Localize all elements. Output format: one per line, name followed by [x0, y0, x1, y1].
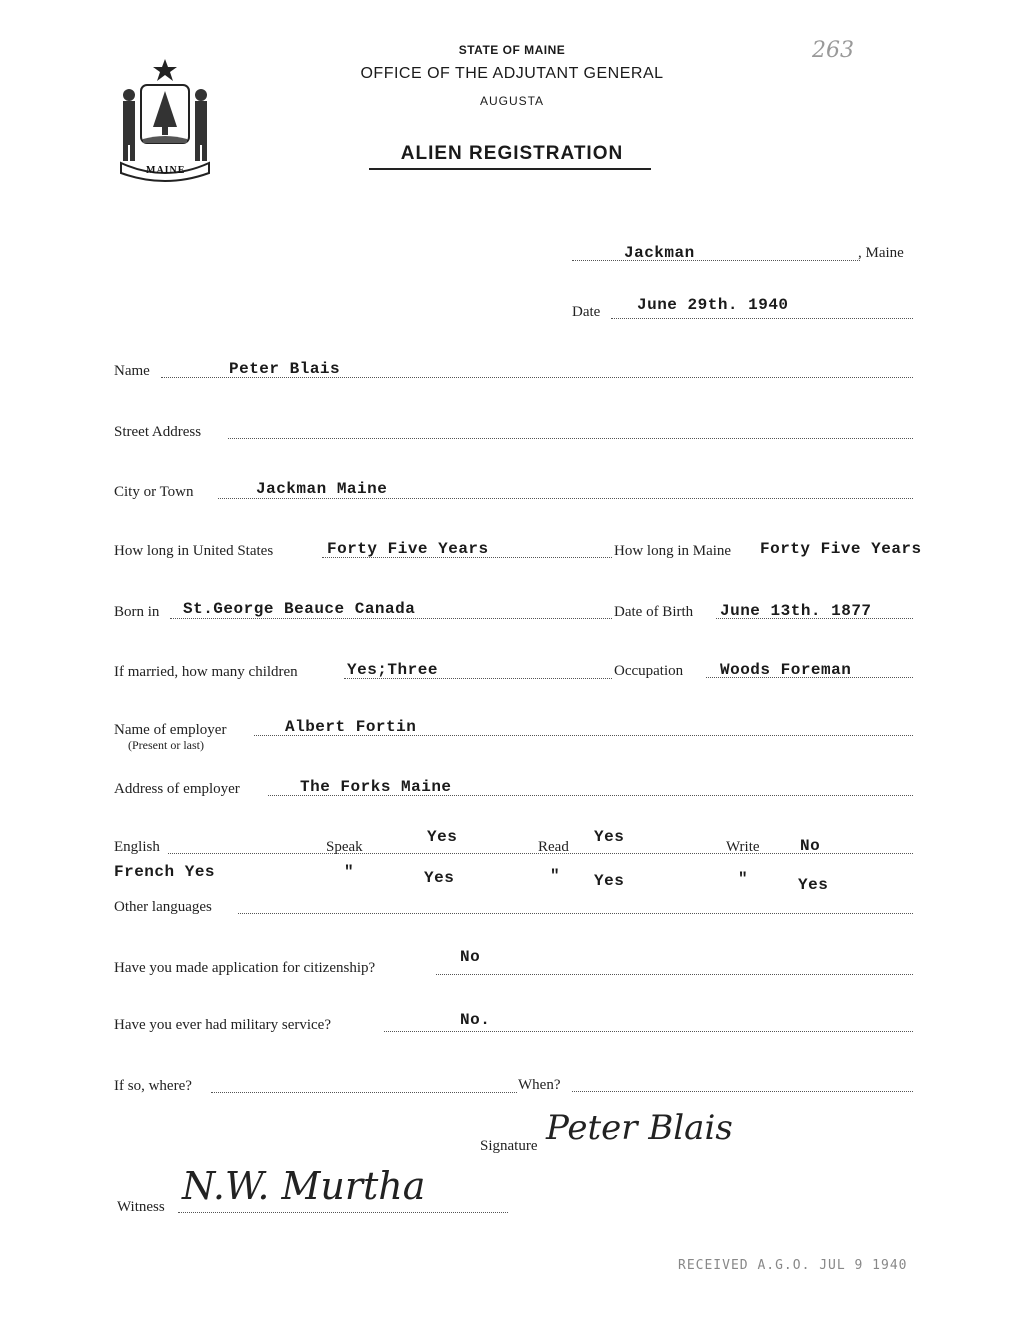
when-line	[572, 1091, 913, 1092]
where-line	[211, 1092, 517, 1093]
military-line	[384, 1031, 913, 1032]
date-label: Date	[572, 304, 601, 320]
born-in-label: Born in	[114, 604, 160, 620]
witness-line	[178, 1212, 508, 1213]
dob-value: June 13th. 1877	[720, 602, 872, 620]
employer-sublabel: (Present or last)	[128, 738, 204, 752]
name-label: Name	[114, 363, 150, 379]
when-label: When?	[518, 1077, 561, 1093]
employer-address-value: The Forks Maine	[300, 778, 452, 796]
city-line	[218, 498, 913, 499]
children-value: Yes;Three	[347, 661, 438, 679]
how-long-maine-value: Forty Five Years	[760, 540, 922, 558]
speak-label: Speak	[326, 839, 363, 855]
english-read-value: Yes	[594, 828, 625, 846]
title-underline	[369, 168, 651, 170]
city-heading: AUGUSTA	[479, 94, 545, 108]
employer-value: Albert Fortin	[285, 718, 417, 736]
street-address-line	[228, 438, 913, 439]
dob-label: Date of Birth	[614, 604, 694, 620]
seal-motto: MAINE	[146, 165, 186, 176]
signature-value: Peter Blais	[546, 1108, 733, 1148]
where-label: If so, where?	[114, 1078, 192, 1094]
date-line	[611, 318, 913, 319]
english-speak-value: Yes	[427, 828, 458, 846]
french-read-ditto: "	[550, 867, 561, 885]
place-suffix: , Maine	[858, 245, 904, 261]
french-write-value: Yes	[798, 876, 829, 894]
french-speak-ditto: "	[344, 863, 355, 881]
citizenship-value: No	[460, 948, 481, 966]
french-write-ditto: "	[738, 870, 749, 888]
city-value: Jackman Maine	[256, 480, 388, 498]
military-value: No.	[460, 1011, 491, 1029]
born-in-value: St.George Beauce Canada	[183, 600, 416, 618]
record-number: 263	[812, 38, 854, 63]
state-seal-icon	[113, 55, 217, 183]
english-write-value: No	[800, 837, 821, 855]
children-label: If married, how many children	[114, 664, 298, 680]
citizenship-line	[436, 974, 913, 975]
how-long-maine-label: How long in Maine	[614, 543, 732, 559]
other-languages-line	[238, 913, 913, 914]
read-label: Read	[538, 839, 569, 855]
office-heading: OFFICE OF THE ADJUTANT GENERAL	[360, 65, 664, 82]
city-label: City or Town	[114, 484, 194, 500]
place-value: Jackman	[624, 244, 695, 262]
date-value: June 29th. 1940	[637, 296, 789, 314]
write-label: Write	[726, 839, 760, 855]
french-label: French Yes	[114, 863, 216, 881]
state-heading: STATE OF MAINE	[458, 43, 566, 57]
place-line	[572, 260, 860, 261]
occupation-label: Occupation	[614, 663, 684, 679]
street-address-label: Street Address	[114, 424, 202, 440]
page-title: ALIEN REGISTRATION	[400, 143, 624, 164]
military-label: Have you ever had military service?	[114, 1017, 331, 1033]
english-label: English	[114, 839, 160, 855]
employer-address-label: Address of employer	[114, 781, 240, 797]
occupation-value: Woods Foreman	[720, 661, 852, 679]
name-value: Peter Blais	[229, 360, 341, 378]
born-in-line	[170, 618, 612, 619]
french-read-value: Yes	[594, 872, 625, 890]
witness-label: Witness	[117, 1199, 165, 1215]
french-speak-value: Yes	[424, 869, 455, 887]
witness-value: N.W. Murtha	[182, 1164, 426, 1208]
other-languages-label: Other languages	[114, 899, 212, 915]
signature-label: Signature	[480, 1138, 538, 1154]
how-long-us-value: Forty Five Years	[327, 540, 489, 558]
employer-label: Name of employer	[114, 722, 227, 738]
how-long-us-label: How long in United States	[114, 543, 274, 559]
citizenship-label: Have you made application for citizenship?	[114, 960, 376, 976]
received-stamp: RECEIVED A.G.O. JUL 9 1940	[678, 1258, 908, 1273]
